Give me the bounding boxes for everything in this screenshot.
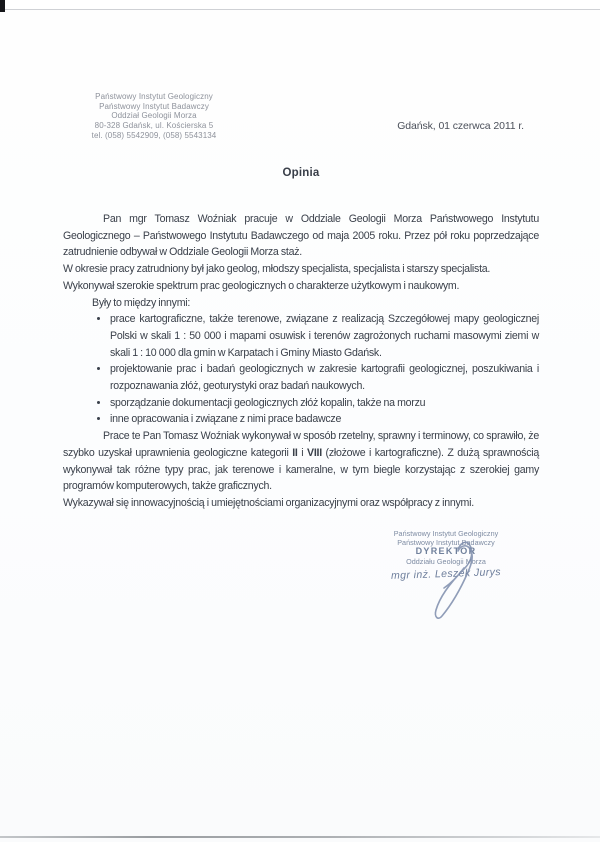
list-intro: Były to między innymi: [92, 296, 191, 309]
paragraph-spectrum: Wykonywał szerokie spektrum prac geologicznych o charakterze użytkowym i naukowym. [63, 279, 460, 292]
bullet-item-design: • projektowanie prac i badań geologicznych w zakresie kartografii geologicznej, poszukiwania i rozpoznawania złóż, geoturystyki oraz badań naukowych. [110, 361, 539, 394]
letterhead-address: 80-328 Gdańsk, ul. Kościerska 5 [94, 121, 214, 131]
document-title: Opinia [282, 167, 320, 179]
letter-body [63, 211, 539, 512]
stamp-institute-subname: Państwowy Instytut Badawczy [397, 538, 495, 548]
evaluation-text-1: Prace te Pan Tomasz Woźniak wykonywał w sposób rzetelny, sprawny i terminowy, co sprawiło, że szybko uzyskał uprawnienia geologiczne kategorii [63, 430, 539, 459]
letterhead-institute-subname: Państwowy Instytut Badawczy [99, 101, 209, 111]
stamp-branch: Oddziału Geologii Morza [406, 557, 486, 567]
evaluation-category-ii: II [292, 446, 298, 459]
scan-edge-bottom-line [0, 836, 600, 838]
bullet-item-cartography: • prace kartograficzne, także terenowe, związane z realizacją Szczegółowej mapy geologicznej Polski w skali 1 : 50 000 i mapami osuwisk i terenów zagrożonych ruchami masowymi ziemi w skali 1 : 10 000 dla gmin w Karpatach i Gminy Miasto Gdańsk. [110, 311, 539, 361]
bullet-item-documentation: • sporządzanie dokumentacji geologicznych złóż kopalin, także na morzu [110, 395, 539, 412]
paragraph-positions: W okresie pracy zatrudniony był jako geolog, młodszy specjalista, specjalista i starszy specjalista. [63, 263, 491, 276]
scan-edge-top-line [0, 9, 600, 10]
letterhead-branch: Oddział Geologii Morza [111, 111, 197, 121]
stamp-institute-name: Państwowy Instytut Geologiczny [393, 529, 499, 538]
letterhead-phone: tel. (058) 5542909, (058) 5543134 [91, 130, 217, 140]
scan-artifact-corner-mark [0, 0, 5, 12]
bullet-item-other: • inne opracowania i związane z nimi prace badawcze [110, 411, 539, 428]
evaluation-text-3: (złożowe i kartograficzne). Z dużą sprawnością wykonywał tak różne typy prac, jak terenowe i kameralne, w tym biegle korzystając z szerokiej gamy programów komputerowych, także graficznych. [63, 446, 539, 493]
bullet-list [63, 311, 539, 428]
paragraph-closing: Wykazywał się innowacyjnością i umiejętnościami organizacyjnymi oraz współpracy z innymi. [63, 496, 474, 509]
stamp-director-title: DYREKTOR [415, 546, 477, 557]
paragraph-intro: Pan mgr Tomasz Woźniak pracuje w Oddziale Geologii Morza Państwowego Instytutu Geologicznego – Państwowego Instytutu Badawczego od maja 2005 roku. Przez pół roku poprzedzające zatrudnienie odbywał w Oddziale Geologii Morza staż. [63, 213, 539, 259]
evaluation-text-2: i [297, 446, 307, 459]
paragraph-evaluation [63, 428, 539, 495]
letterhead [68, 92, 240, 141]
scan-edge-top-strip [0, 0, 600, 9]
signature-stamp [376, 529, 516, 583]
date-line: Gdańsk, 01 czerwca 2011 r. [397, 120, 524, 132]
letterhead-institute-name: Państwowy Instytut Geologiczny [95, 92, 213, 101]
evaluation-category-viii: VIII [307, 446, 322, 459]
signatory-name: mgr inż. Leszek Jurys [390, 566, 502, 583]
